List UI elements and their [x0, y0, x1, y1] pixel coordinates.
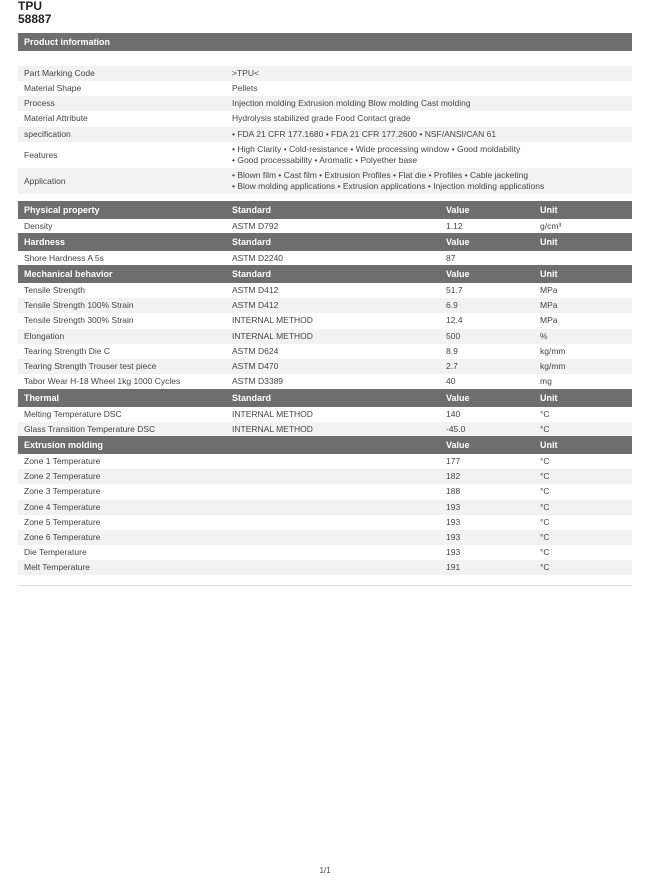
section-heading: Physical property	[24, 205, 100, 215]
info-value-line: Hydrolysis stabilized grade Food Contact grade	[232, 113, 411, 123]
property-value: 51.7	[446, 285, 463, 295]
info-label: Process	[24, 98, 55, 108]
table-row	[18, 344, 632, 359]
property-unit: MPa	[540, 315, 558, 326]
property-unit: °C	[540, 424, 550, 435]
info-value-line: • FDA 21 CFR 177.1680 • FDA 21 CFR 177.2600 • NSF/ANSI/CAN 61	[232, 129, 497, 139]
property-unit: °C	[540, 409, 550, 419]
table-row	[18, 407, 632, 422]
column-header-unit: Unit	[540, 440, 558, 450]
property-value: 12.4	[446, 315, 463, 326]
column-header-value: Value	[446, 393, 470, 403]
info-value-line: • High Clarity • Cold-resistance • Wide processing window • Good moldability	[232, 144, 521, 154]
table-row	[18, 500, 632, 515]
property-unit: kg/mm	[540, 345, 566, 356]
column-header-unit: Unit	[540, 393, 558, 403]
property-value: 87	[446, 253, 456, 263]
property-name: Tensile Strength 300% Strain	[24, 315, 134, 326]
info-label: Material Attribute	[24, 113, 88, 123]
table-row	[18, 515, 632, 530]
info-value-line: • Blow molding applications • Extrusion applications • Injection molding applications	[232, 181, 545, 191]
column-header-unit: Unit	[540, 269, 558, 279]
column-header-standard: Standard	[232, 205, 272, 215]
property-name: Melt Temperature	[24, 562, 90, 573]
table-row	[18, 219, 632, 234]
section-bar-hardness	[18, 233, 632, 251]
bottom-divider	[18, 585, 632, 586]
property-name: Zone 4 Temperature	[24, 501, 101, 512]
info-value	[232, 111, 411, 126]
table-row	[18, 560, 632, 575]
table-row	[18, 313, 632, 328]
column-header-value: Value	[446, 440, 470, 450]
section-heading: Extrusion molding	[24, 440, 104, 450]
property-value: 193	[446, 501, 461, 512]
property-name: Tearing Strength Die C	[24, 345, 110, 356]
section-heading: Product information	[24, 37, 110, 47]
property-name: Zone 2 Temperature	[24, 471, 101, 482]
property-name: Zone 5 Temperature	[24, 516, 101, 527]
property-value: 193	[446, 532, 461, 542]
property-standard: INTERNAL METHOD	[232, 424, 313, 435]
info-value-line: • Good processability • Aromatic • Polyether base	[232, 155, 418, 165]
property-unit: MPa	[540, 300, 558, 311]
property-name: Tensile Strength	[24, 285, 85, 295]
info-row	[18, 111, 632, 126]
property-standard: INTERNAL METHOD	[232, 409, 313, 419]
info-label: Application	[24, 176, 66, 186]
table-row	[18, 484, 632, 499]
section-bar-extrusion-molding	[18, 436, 632, 454]
section-heading: Hardness	[24, 237, 66, 247]
property-name: Die Temperature	[24, 547, 87, 558]
info-row	[18, 127, 632, 142]
info-label: specification	[24, 129, 71, 139]
property-unit: °C	[540, 501, 550, 512]
property-unit: MPa	[540, 285, 558, 295]
property-standard: ASTM D412	[232, 285, 279, 295]
info-label: Material Shape	[24, 83, 82, 93]
column-header-value: Value	[446, 237, 470, 247]
property-value: 6.9	[446, 300, 458, 311]
property-unit: °C	[540, 562, 550, 573]
property-value: 500	[446, 330, 461, 341]
property-standard: ASTM D2240	[232, 253, 284, 263]
property-unit: °C	[540, 486, 550, 497]
product-family-title: TPU	[18, 0, 42, 13]
info-row	[18, 142, 632, 168]
property-name: Zone 6 Temperature	[24, 532, 101, 542]
table-row	[18, 374, 632, 389]
info-value	[232, 170, 544, 192]
property-name: Glass Transition Temperature DSC	[24, 424, 156, 435]
property-unit: mg	[540, 376, 552, 387]
property-value: 2.7	[446, 361, 458, 371]
table-row	[18, 422, 632, 437]
property-value: 1.12	[446, 221, 463, 231]
property-standard: ASTM D470	[232, 361, 279, 371]
property-unit: °C	[540, 471, 550, 482]
property-standard: ASTM D412	[232, 300, 279, 311]
property-name: Melting Temperature DSC	[24, 409, 122, 419]
table-row	[18, 454, 632, 469]
section-bar-thermal	[18, 389, 632, 407]
info-label: Part Marking Code	[24, 68, 95, 78]
property-unit: %	[540, 330, 548, 341]
column-header-standard: Standard	[232, 269, 272, 279]
info-row	[18, 96, 632, 111]
property-standard: INTERNAL METHOD	[232, 330, 313, 341]
document-header	[18, 0, 51, 26]
info-value-line: Injection molding Extrusion molding Blow molding Cast molding	[232, 98, 471, 108]
property-name: Zone 1 Temperature	[24, 456, 101, 466]
info-value	[232, 96, 471, 111]
table-row	[18, 530, 632, 545]
property-value: 8.9	[446, 345, 458, 356]
info-value-line: Pellets	[232, 83, 258, 93]
property-value: 182	[446, 471, 461, 482]
property-unit: g/cm³	[540, 221, 562, 231]
property-unit: °C	[540, 456, 550, 466]
column-header-value: Value	[446, 269, 470, 279]
property-standard: ASTM D3389	[232, 376, 284, 387]
property-name: Tearing Strength Trouser test piece	[24, 361, 157, 371]
section-bar-product-information	[18, 33, 632, 51]
property-unit: °C	[540, 547, 550, 558]
info-value-line: • Blown film • Cast film • Extrusion Profiles • Flat die • Profiles • Cable jacketing	[232, 170, 529, 180]
property-name: Elongation	[24, 330, 65, 341]
section-bar-physical-property	[18, 201, 632, 219]
property-standard: ASTM D624	[232, 345, 279, 356]
info-row	[18, 81, 632, 96]
info-label: Features	[24, 150, 58, 160]
info-value	[232, 81, 258, 96]
page-number: 1/1	[319, 866, 331, 875]
property-name: Shore Hardness A 5s	[24, 253, 104, 263]
property-unit: kg/mm	[540, 361, 566, 371]
property-value: 177	[446, 456, 461, 466]
table-row	[18, 545, 632, 560]
property-standard: ASTM D792	[232, 221, 279, 231]
column-header-unit: Unit	[540, 237, 558, 247]
property-name: Tabor Wear H-18 Wheel 1kg 1000 Cycles	[24, 376, 181, 387]
section-heading: Mechanical behavior	[24, 269, 113, 279]
property-unit: °C	[540, 516, 550, 527]
table-row	[18, 251, 632, 266]
section-heading: Thermal	[24, 393, 60, 403]
property-value: -45.0	[446, 424, 466, 435]
property-value: 193	[446, 547, 461, 558]
property-value: 191	[446, 562, 461, 573]
column-header-standard: Standard	[232, 237, 272, 247]
property-standard: INTERNAL METHOD	[232, 315, 313, 326]
property-value: 188	[446, 486, 461, 497]
table-row	[18, 329, 632, 344]
section-bar-mechanical-behavior	[18, 265, 632, 283]
property-value: 140	[446, 409, 461, 419]
table-row	[18, 359, 632, 374]
product-code: 58887	[18, 12, 52, 26]
column-header-unit: Unit	[540, 205, 558, 215]
info-value	[232, 66, 259, 81]
property-name: Density	[24, 221, 53, 231]
info-row	[18, 66, 632, 81]
property-value: 40	[446, 376, 456, 387]
info-value-line: >TPU<	[232, 68, 259, 78]
table-row	[18, 469, 632, 484]
property-name: Tensile Strength 100% Strain	[24, 300, 134, 311]
property-name: Zone 3 Temperature	[24, 486, 101, 497]
property-value: 193	[446, 516, 461, 527]
column-header-standard: Standard	[232, 393, 272, 403]
info-value	[232, 127, 496, 142]
table-row	[18, 283, 632, 298]
info-value	[232, 144, 520, 166]
info-row	[18, 168, 632, 194]
table-row	[18, 298, 632, 313]
property-unit: °C	[540, 532, 550, 542]
column-header-value: Value	[446, 205, 470, 215]
